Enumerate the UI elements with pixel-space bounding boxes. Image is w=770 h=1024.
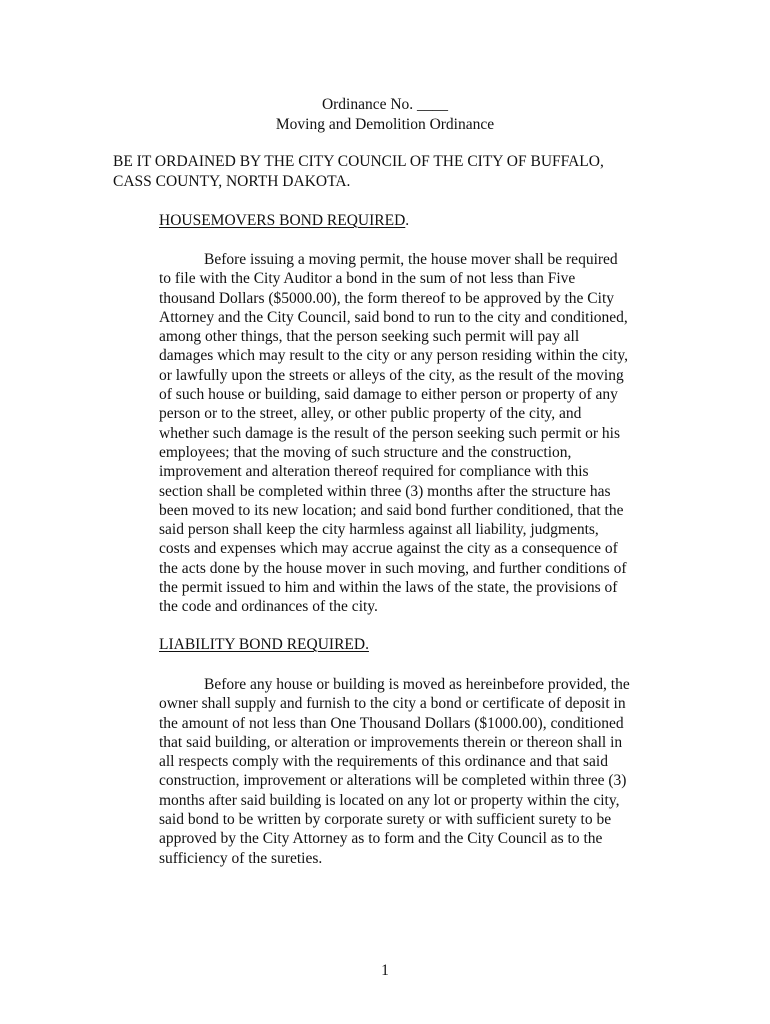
- enacting-clause: [113, 152, 673, 192]
- paragraph-line: months after said building is located on any lot or property within the city,: [159, 791, 620, 809]
- ordinance-number: Ordinance No. ____: [321, 96, 449, 113]
- paragraph-line: person or to the street, alley, or other public property of the city, and: [159, 405, 582, 423]
- paragraph-line: all respects comply with the requirements of this ordinance and that said: [159, 753, 608, 771]
- paragraph-line: construction, improvement or alterations will be completed within three (3): [159, 772, 627, 790]
- paragraph-line: the amount of not less than One Thousand Dollars ($1000.00), conditioned: [159, 714, 624, 732]
- paragraph-line: the acts done by the house mover in such moving, and further conditions of: [159, 559, 627, 577]
- paragraph-line: costs and expenses which may accrue against the city as a consequence of: [159, 540, 618, 558]
- section-heading-period: .: [405, 212, 410, 229]
- paragraph-line: sufficiency of the sureties.: [159, 849, 323, 867]
- paragraph-line: section shall be completed within three (3) months after the structure has: [159, 482, 611, 500]
- paragraph-line: Before issuing a moving permit, the house mover shall be required: [204, 251, 618, 268]
- paragraph-line: said person shall keep the city harmless against all liability, judgments,: [159, 521, 599, 539]
- paragraph-line: that said building, or alteration or improvements therein or thereon shall in: [159, 733, 623, 751]
- page-number: 1: [381, 962, 389, 979]
- paragraph-line: the permit issued to him and within the laws of the state, the provisions of: [159, 579, 618, 597]
- section-heading-text: HOUSEMOVERS BOND REQUIRED: [159, 212, 406, 229]
- paragraph-line: Attorney and the City Council, said bond to run to the city and conditioned,: [159, 308, 628, 326]
- paragraph-line: to file with the City Auditor a bond in the sum of not less than Five: [159, 270, 576, 288]
- paragraph-line: damages which may result to the city or any person residing within the city,: [159, 347, 629, 365]
- paragraph-liability-bond: [159, 675, 659, 868]
- paragraph-line: the code and ordinances of the city.: [159, 598, 378, 616]
- paragraph-line: approved by the City Attorney as to form and the City Council as to the: [159, 830, 603, 848]
- paragraph-line: been moved to its new location; and said bond further conditioned, that the: [159, 501, 624, 519]
- section-heading-liability: [159, 635, 369, 655]
- paragraph-line: Before any house or building is moved as hereinbefore provided, the: [204, 676, 630, 693]
- paragraph-line: or lawfully upon the streets or alleys of the city, as the result of the moving: [159, 366, 624, 384]
- enacting-clause-line: BE IT ORDAINED BY THE CITY COUNCIL OF THE CITY OF BUFFALO,: [113, 153, 604, 170]
- paragraph-line: thousand Dollars ($5000.00), the form thereof to be approved by the City: [159, 289, 614, 307]
- paragraph-line: employees; that the moving of such structure and the construction,: [159, 443, 572, 461]
- paragraph-line: of such house or building, said damage to either person or property of any: [159, 386, 618, 404]
- ordinance-name: Moving and Demolition Ordinance: [275, 116, 495, 133]
- paragraph-line: improvement and alteration thereof required for compliance with this: [159, 463, 589, 481]
- document-title: [0, 95, 770, 135]
- enacting-clause-line: CASS COUNTY, NORTH DAKOTA.: [113, 173, 351, 190]
- paragraph-line: owner shall supply and furnish to the city a bond or certificate of deposit in: [159, 695, 626, 713]
- paragraph-housemovers-bond: [159, 250, 659, 617]
- paragraph-line: whether such damage is the result of the person seeking such permit or his: [159, 424, 621, 442]
- paragraph-line: among other things, that the person seeking such permit will pay all: [159, 328, 580, 346]
- section-heading-housemovers: [159, 211, 409, 231]
- section-heading-text: LIABILITY BOND REQUIRED.: [159, 636, 369, 653]
- paragraph-line: said bond to be written by corporate surety or with sufficient surety to be: [159, 811, 612, 829]
